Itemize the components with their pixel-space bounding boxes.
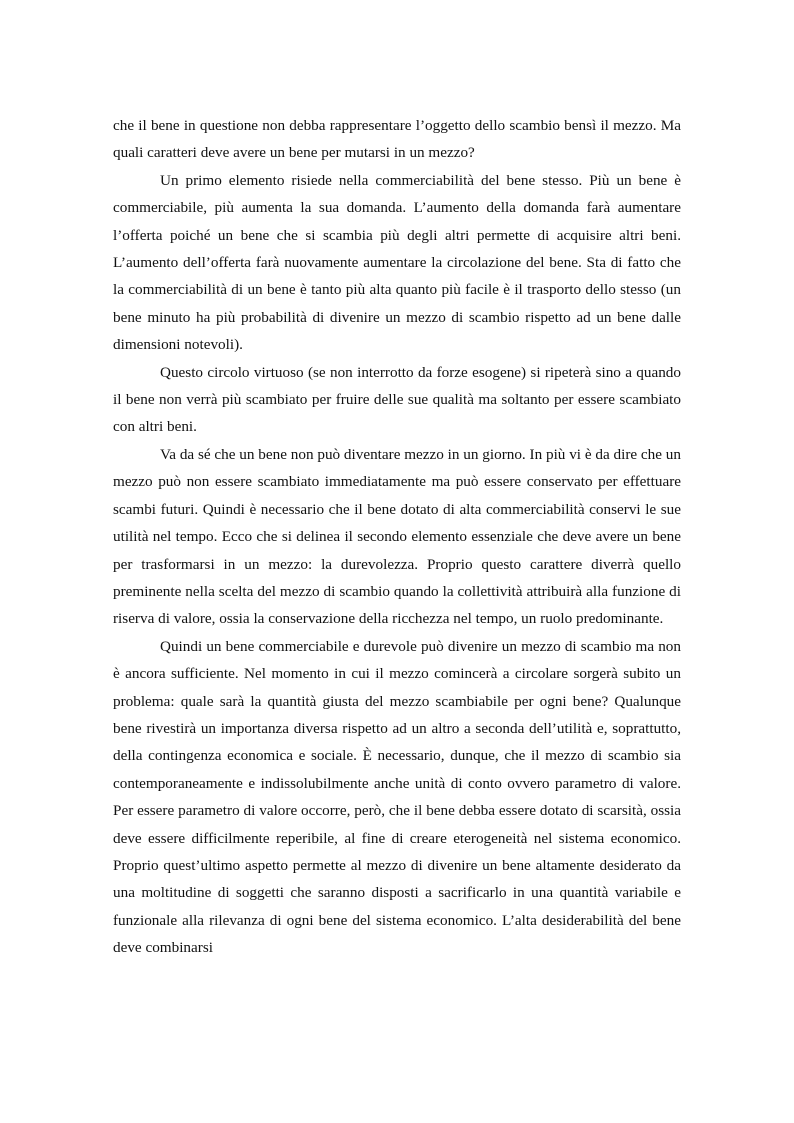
paragraph-scarsita: Quindi un bene commerciabile e durevole può divenire un mezzo di scambio ma non è ancora sufficiente. Nel momento in cui il mezzo comincerà a circolare sorgerà subito un problema: quale sarà la quantità giusta del mezzo scambiabile per ogni bene? Qualunque bene rivestirà un importanza diversa rispetto ad un altro a seconda dell’utilità e, soprattutto, della contingenza economica e sociale. È necessario, dunque, che il mezzo di scambio sia contemporaneamente e indissolubilmente anche unità di conto ovvero parametro di valore. Per essere parametro di valore occorre, però, che il bene debba essere dotato di scarsità, ossia deve essere difficilmente reperibile, al fine di creare eterogeneità nel sistema economico. Proprio quest’ultimo aspetto permette al mezzo di divenire un bene altamente desiderato da una moltitudine di soggetti che saranno disposti a sacrificarlo in una quantità variabile e funzionale alla rilevanza di ogni bene del sistema economico. L’alta desiderabilità del bene deve combinarsi (113, 637, 681, 957)
paragraph-commerciabilita: Un primo elemento risiede nella commerciabilità del bene stesso. Più un bene è commerciabile, più aumenta la sua domanda. L’aumento della domanda farà aumentare l’offerta poiché un bene che si scambia più degli altri permette di acquisire altri beni. L’aumento dell’offerta farà nuovamente aumentare la circolazione del bene. Sta di fatto che la commerciabilità di un bene è tanto più alta quanto più facile è il trasporto dello stesso (un bene minuto ha più probabilità di divenire un mezzo di scambio rispetto ad un bene dalle dimensioni notevoli). (113, 171, 681, 354)
paragraph-circolo-virtuoso: Questo circolo virtuoso (se non interrotto da forze esogene) si ripeterà sino a quando il bene non verrà più scambiato per fruire delle sue qualità ma soltanto per essere scambiato con altri beni. (113, 363, 681, 436)
paragraph-durevolezza: Va da sé che un bene non può diventare mezzo in un giorno. In più vi è da dire che un mezzo può non essere scambiato immediatamente ma può essere conservato per effettuare scambi futuri. Quindi è necessario che il bene dotato di alta commerciabilità conservi le sue utilità nel tempo. Ecco che si delinea il secondo elemento essenziale che deve avere un bene per trasformarsi in un mezzo: la durevolezza. Proprio questo carattere diverrà quello preminente nella scelta del mezzo di scambio quando la collettività attribuirà alla funzione di riserva di valore, ossia la conservazione della ricchezza nel tempo, un ruolo predominante. (113, 445, 681, 628)
paragraph-continuation: che il bene in questione non debba rappresentare l’oggetto dello scambio bensì il mezzo. Ma quali caratteri deve avere un bene per mutarsi in un mezzo? (113, 117, 681, 162)
body-text (113, 112, 681, 962)
